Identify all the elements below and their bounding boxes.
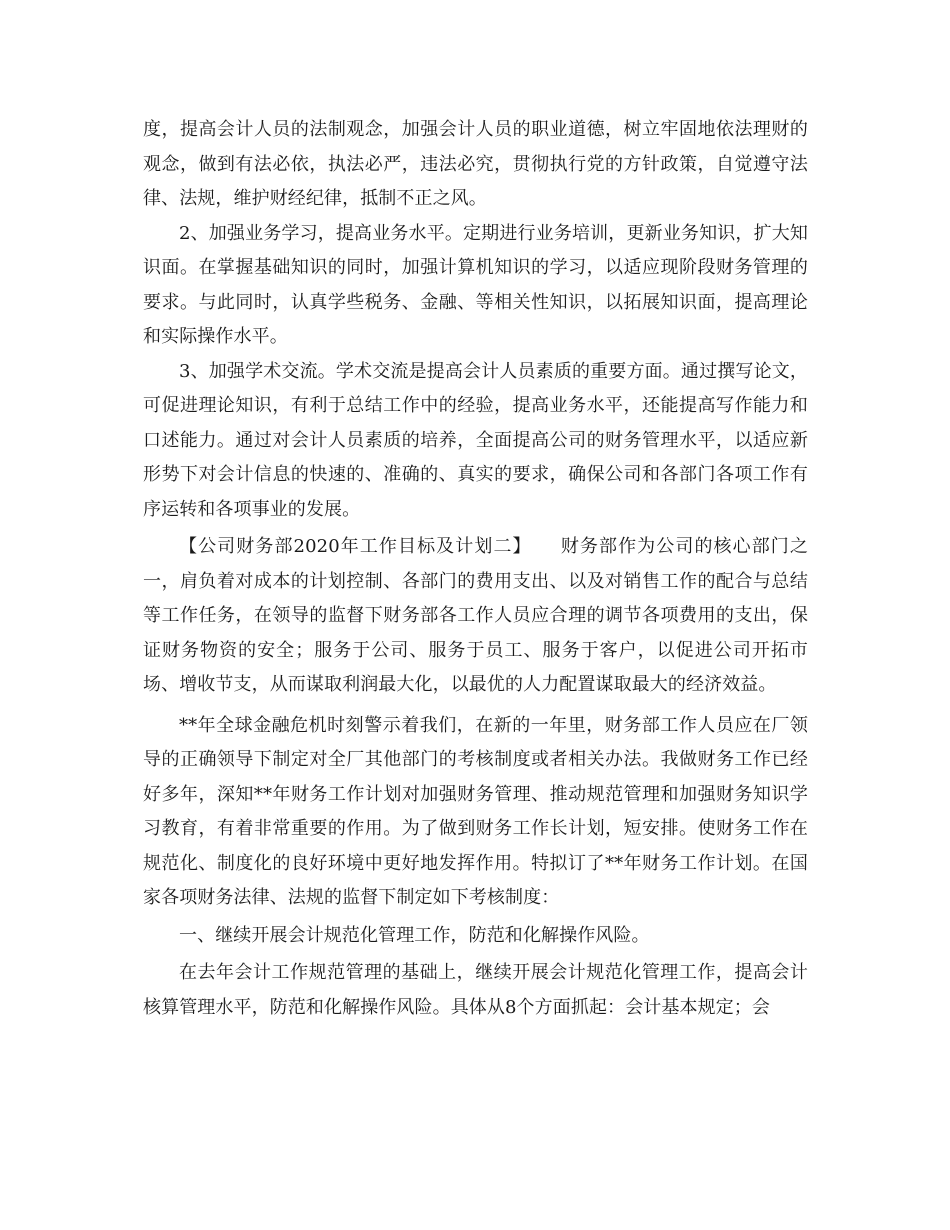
paragraph-continuation: 度，提高会计人员的法制观念，加强会计人员的职业道德，树立牢固地依法理财的观念，做到有法必依，执法必严，违法必究，贯彻执行党的方针政策，自觉遵守法律、法规，维护财经纪律，抵制不正之风。 xyxy=(143,119,808,209)
paragraph-business-study: 2、加强业务学习，提高业务水平。定期进行业务培训，更新业务知识，扩大知识面。在掌握基础知识的同时，加强计算机知识的学习，以适应现阶段财务管理的要求。与此同时，认真学些税务、金融、等相关性知识，以拓展知识面，提高理论和实际操作水平。 xyxy=(143,222,808,347)
document-body xyxy=(143,113,808,1025)
section-heading-one: 一、继续开展会计规范化管理工作，防范和化解操作风险。 xyxy=(179,924,650,946)
paragraph-standardization: 在去年会计工作规范管理的基础上，继续开展会计规范化管理工作，提高会计核算管理水平，防范和化解操作风险。具体从8个方面抓起：会计基本规定；会 xyxy=(143,962,808,1018)
paragraph-financial-crisis: **年全球金融危机时刻警示着我们，在新的一年里，财务部工作人员应在厂领导的正确领导下制定对全厂其他部门的考核制度或者相关办法。我做财务工作已经好多年，深知**年财务工作计划对加强财务管理、推动规范管理和加强财务知识学习教育，有着非常重要的作用。为了做到财务工作长计划，短安排。使财务工作在规范化、制度化的良好环境中更好地发挥作用。特拟订了**年财务工作计划。在国家各项财务法律、法规的监督下制定如下考核制度： xyxy=(143,714,808,908)
paragraph-plan-two-intro: 【公司财务部2020年工作目标及计划二】 财务部作为公司的核心部门之一，肩负着对成本的计划控制、各部门的费用支出、以及对销售工作的配合与总结等工作任务，在领导的监督下财务部各工作人员应合理的调节各项费用的支出，保证财务物资的安全；服务于公司、服务于员工、服务于客户，以促进公司开拓市场、增收节支，从而谋取利润最大化，以最优的人力配置谋取最大的经济效益。 xyxy=(143,536,808,695)
paragraph-academic-exchange: 3、加强学术交流。学术交流是提高会计人员素质的重要方面。通过撰写论文，可促进理论知识，有利于总结工作中的经验，提高业务水平，还能提高写作能力和口述能力。通过对会计人员素质的培养，全面提高公司的财务管理水平，以适应新形势下对会计信息的快速的、准确的、真实的要求，确保公司和各部门各项工作有序运转和各项事业的发展。 xyxy=(143,360,808,520)
